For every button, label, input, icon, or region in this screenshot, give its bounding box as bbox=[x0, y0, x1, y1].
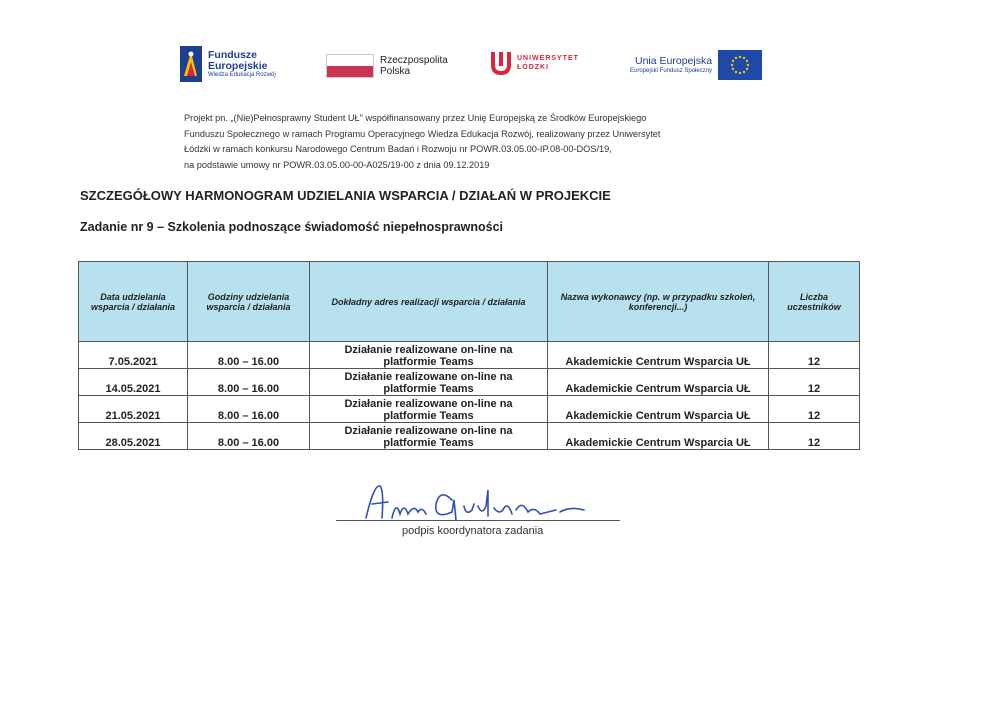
cell-participants: 12 bbox=[769, 396, 860, 423]
header-address: Dokładny adres realizacji wsparcia / działania bbox=[310, 262, 548, 342]
address-line: Działanie realizowane on-line na bbox=[344, 371, 513, 383]
table-row bbox=[79, 342, 860, 369]
cell-address bbox=[310, 423, 548, 450]
uniwersytet-lodzki-logo bbox=[490, 50, 579, 76]
uniwersytet-icon bbox=[490, 50, 512, 76]
address-line: platformie Teams bbox=[383, 356, 474, 368]
address-line: Działanie realizowane on-line na bbox=[344, 425, 513, 437]
address-line: Działanie realizowane on-line na bbox=[344, 344, 513, 356]
table-row bbox=[79, 369, 860, 396]
ue-line1: Unia Europejska bbox=[635, 55, 713, 68]
cell-hours: 8.00 – 16.00 bbox=[188, 369, 310, 396]
cell-address bbox=[310, 396, 548, 423]
cell-address bbox=[310, 342, 548, 369]
cell-hours: 8.00 – 16.00 bbox=[188, 423, 310, 450]
intro-line: Łódzki w ramach konkursu Narodowego Centrum Badań i Rozwoju nr POWR.03.05.00-IP.08-00-DOS/19, bbox=[184, 144, 612, 154]
header-contractor: Nazwa wykonawcy (np. w przypadku szkoleń, konferencji...) bbox=[548, 262, 769, 342]
address-line: platformie Teams bbox=[383, 410, 474, 422]
cell-date: 7.05.2021 bbox=[79, 342, 188, 369]
cell-participants: 12 bbox=[769, 342, 860, 369]
cell-hours: 8.00 – 16.00 bbox=[188, 396, 310, 423]
ul-line2: ŁÓDZKI bbox=[517, 64, 550, 71]
cell-contractor: Akademickie Centrum Wsparcia UŁ bbox=[548, 369, 769, 396]
intro-line: Projekt pn. „(Nie)Pełnosprawny Student UŁ" współfinansowany przez Unię Europejską ze Środków Europejskiego bbox=[184, 113, 647, 123]
address-line: Działanie realizowane on-line na bbox=[344, 398, 513, 410]
cell-contractor: Akademickie Centrum Wsparcia UŁ bbox=[548, 396, 769, 423]
project-description bbox=[184, 111, 784, 173]
header-date: Data udzielania wsparcia / działania bbox=[79, 262, 188, 342]
unia-europejska-logo bbox=[630, 50, 762, 80]
cell-date: 14.05.2021 bbox=[79, 369, 188, 396]
cell-participants: 12 bbox=[769, 369, 860, 396]
rp-line1: Rzeczpospolita bbox=[380, 55, 448, 66]
address-line: platformie Teams bbox=[383, 383, 474, 395]
ul-line1: UNIWERSYTET bbox=[517, 54, 579, 62]
cell-date: 28.05.2021 bbox=[79, 423, 188, 450]
header-hours: Godziny udzielania wsparcia / działania bbox=[188, 262, 310, 342]
eu-flag-icon bbox=[718, 50, 762, 80]
table-row bbox=[79, 396, 860, 423]
cell-contractor: Akademickie Centrum Wsparcia UŁ bbox=[548, 342, 769, 369]
cell-hours: 8.00 – 16.00 bbox=[188, 342, 310, 369]
address-line: platformie Teams bbox=[383, 437, 474, 449]
intro-line: na podstawie umowy nr POWR.03.05.00-00-A025/19-00 z dnia 09.12.2019 bbox=[184, 159, 490, 170]
ue-line2: Europejski Fundusz Społeczny bbox=[630, 67, 713, 74]
intro-line: Funduszu Społecznego w ramach Programu Operacyjnego Wiedza Edukacja Rozwój, realizowany przez Uniwersytet bbox=[184, 128, 661, 139]
document-heading: SZCZEGÓŁOWY HARMONOGRAM UDZIELANIA WSPARCIA / DZIAŁAŃ W PROJEKCIE bbox=[80, 188, 611, 203]
cell-contractor: Akademickie Centrum Wsparcia UŁ bbox=[548, 423, 769, 450]
fundusze-europejskie-logo bbox=[180, 46, 276, 82]
rzeczpospolita-logo bbox=[326, 54, 448, 78]
fe-line3: Wiedza Edukacja Rozwój bbox=[208, 71, 276, 78]
task-subheading: Zadanie nr 9 – Szkolenia podnoszące świadomość niepełnosprawności bbox=[80, 220, 504, 234]
rp-line2: Polska bbox=[380, 66, 411, 77]
table-row bbox=[79, 423, 860, 450]
cell-address bbox=[310, 369, 548, 396]
polish-flag-icon bbox=[326, 54, 374, 78]
fe-line1: Fundusze bbox=[208, 48, 257, 61]
fundusze-europejskie-icon bbox=[180, 46, 202, 82]
signature-line bbox=[336, 520, 620, 521]
table-header-row bbox=[79, 262, 860, 342]
signature-label: podpis koordynatora zadania bbox=[402, 525, 544, 537]
schedule-table bbox=[78, 261, 860, 450]
handwritten-signature bbox=[360, 480, 600, 524]
header-participants: Liczba uczestników bbox=[769, 262, 860, 342]
fe-line2: Europejskie bbox=[208, 59, 268, 72]
cell-participants: 12 bbox=[769, 423, 860, 450]
cell-date: 21.05.2021 bbox=[79, 396, 188, 423]
